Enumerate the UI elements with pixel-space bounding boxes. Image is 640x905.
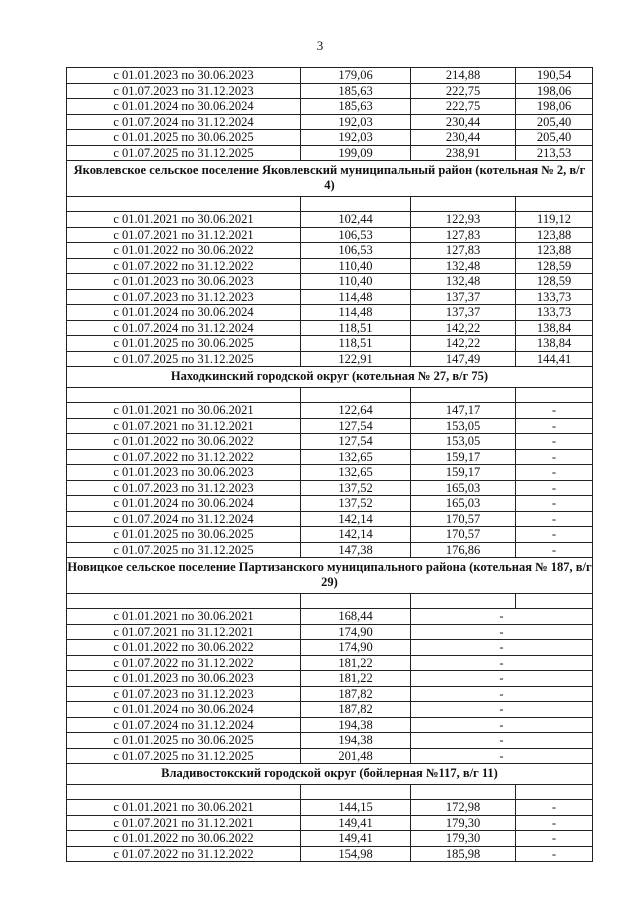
tariff-vat-cell: 172,98 [411,800,516,816]
table-row [67,702,593,718]
section-header-row [67,764,593,785]
tariff-vat-cell: 170,57 [411,511,516,527]
period-cell: с 01.07.2021 по 31.12.2021 [67,624,301,640]
tariff-vat-cell: 238,91 [411,145,516,161]
tariff-pop-cell: - [516,496,593,512]
period-cell: с 01.07.2025 по 31.12.2025 [67,351,301,367]
empty-cell [301,388,411,403]
empty-cell [411,388,516,403]
table-row [67,434,593,450]
tariff-vat-cell: 170,57 [411,527,516,543]
tariff-pop-cell: - [516,403,593,419]
table-row [67,671,593,687]
table-row [67,480,593,496]
empty-cell [67,388,301,403]
tariff-value-cell: 122,91 [301,351,411,367]
tariff-value-cell: 185,63 [301,83,411,99]
tariff-pop-cell: 190,54 [516,68,593,84]
table-row [67,243,593,259]
table-row [67,258,593,274]
table-row [67,212,593,228]
table-row [67,800,593,816]
period-cell: с 01.01.2022 по 30.06.2022 [67,434,301,450]
tariff-pop-cell: - [516,511,593,527]
tariff-merged-cell: - [411,624,593,640]
tariff-pop-cell: - [516,527,593,543]
table-row [67,145,593,161]
empty-row [67,197,593,212]
period-cell: с 01.07.2024 по 31.12.2024 [67,511,301,527]
table-row [67,655,593,671]
table-row [67,496,593,512]
table-row [67,351,593,367]
period-cell: с 01.07.2024 по 31.12.2024 [67,320,301,336]
tariff-value-cell: 194,38 [301,733,411,749]
tariff-vat-cell: 142,22 [411,320,516,336]
tariff-value-cell: 199,09 [301,145,411,161]
tariff-value-cell: 168,44 [301,609,411,625]
table-row [67,686,593,702]
tariff-vat-cell: 179,30 [411,815,516,831]
table-row [67,289,593,305]
table-row [67,542,593,558]
tariff-vat-cell: 179,30 [411,831,516,847]
period-cell: с 01.07.2023 по 31.12.2023 [67,83,301,99]
period-cell: с 01.01.2023 по 30.06.2023 [67,68,301,84]
empty-cell [516,197,593,212]
tariff-pop-cell: 205,40 [516,114,593,130]
tariff-pop-cell: 198,06 [516,83,593,99]
tariff-vat-cell: 137,37 [411,289,516,305]
tariff-value-cell: 118,51 [301,336,411,352]
tariff-table-body [67,68,593,862]
empty-cell [301,197,411,212]
period-cell: с 01.01.2022 по 30.06.2022 [67,831,301,847]
tariff-value-cell: 106,53 [301,227,411,243]
period-cell: с 01.07.2022 по 31.12.2022 [67,846,301,862]
section-title: Находкинский городской округ (котельная № 27, в/г 75) [67,367,593,388]
tariff-merged-cell: - [411,748,593,764]
period-cell: с 01.07.2023 по 31.12.2023 [67,686,301,702]
period-cell: с 01.01.2024 по 30.06.2024 [67,99,301,115]
tariff-vat-cell: 185,98 [411,846,516,862]
tariff-pop-cell: 133,73 [516,289,593,305]
tariff-vat-cell: 230,44 [411,114,516,130]
table-row [67,511,593,527]
period-cell: с 01.01.2023 по 30.06.2023 [67,671,301,687]
tariff-vat-cell: 153,05 [411,434,516,450]
period-cell: с 01.01.2021 по 30.06.2021 [67,212,301,228]
empty-cell [67,197,301,212]
tariff-value-cell: 127,54 [301,418,411,434]
section-title: Яковлевское сельское поселение Яковлевский муниципальный район (котельная № 2, в/г 4) [67,161,593,197]
empty-cell [67,594,301,609]
tariff-vat-cell: 176,86 [411,542,516,558]
period-cell: с 01.07.2022 по 31.12.2022 [67,258,301,274]
period-cell: с 01.07.2023 по 31.12.2023 [67,480,301,496]
tariff-value-cell: 106,53 [301,243,411,259]
period-cell: с 01.01.2023 по 30.06.2023 [67,465,301,481]
tariff-vat-cell: 230,44 [411,130,516,146]
tariff-merged-cell: - [411,686,593,702]
period-cell: с 01.07.2025 по 31.12.2025 [67,748,301,764]
tariff-pop-cell: 119,12 [516,212,593,228]
table-row [67,846,593,862]
table-row [67,465,593,481]
period-cell: с 01.01.2025 по 30.06.2025 [67,336,301,352]
tariff-pop-cell: 205,40 [516,130,593,146]
tariff-pop-cell: - [516,449,593,465]
tariff-vat-cell: 159,17 [411,449,516,465]
empty-cell [301,594,411,609]
section-header-row [67,161,593,197]
tariff-value-cell: 147,38 [301,542,411,558]
tariff-vat-cell: 214,88 [411,68,516,84]
tariff-value-cell: 110,40 [301,274,411,290]
tariff-pop-cell: - [516,800,593,816]
section-title: Владивостокский городской округ (бойлерная №117, в/г 11) [67,764,593,785]
tariff-value-cell: 102,44 [301,212,411,228]
tariff-value-cell: 142,14 [301,527,411,543]
tariff-value-cell: 154,98 [301,846,411,862]
tariff-pop-cell: 144,41 [516,351,593,367]
tariff-pop-cell: 138,84 [516,336,593,352]
tariff-value-cell: 137,52 [301,480,411,496]
period-cell: с 01.07.2024 по 31.12.2024 [67,717,301,733]
period-cell: с 01.01.2024 по 30.06.2024 [67,702,301,718]
tariff-vat-cell: 222,75 [411,99,516,115]
tariff-vat-cell: 127,83 [411,227,516,243]
tariff-vat-cell: 147,17 [411,403,516,419]
period-cell: с 01.07.2025 по 31.12.2025 [67,542,301,558]
tariff-merged-cell: - [411,640,593,656]
table-row [67,527,593,543]
tariff-value-cell: 137,52 [301,496,411,512]
table-row [67,733,593,749]
table-row [67,99,593,115]
table-row [67,130,593,146]
tariff-value-cell: 149,41 [301,815,411,831]
tariff-value-cell: 181,22 [301,655,411,671]
table-row [67,305,593,321]
tariff-vat-cell: 159,17 [411,465,516,481]
tariff-value-cell: 127,54 [301,434,411,450]
tariff-pop-cell: - [516,434,593,450]
tariff-vat-cell: 132,48 [411,258,516,274]
table-row [67,748,593,764]
period-cell: с 01.07.2021 по 31.12.2021 [67,418,301,434]
empty-cell [411,785,516,800]
tariff-value-cell: 142,14 [301,511,411,527]
empty-cell [516,785,593,800]
tariff-value-cell: 110,40 [301,258,411,274]
period-cell: с 01.01.2022 по 30.06.2022 [67,640,301,656]
page-number: 3 [316,38,324,53]
period-cell: с 01.01.2021 по 30.06.2021 [67,403,301,419]
table-row [67,274,593,290]
period-cell: с 01.07.2022 по 31.12.2022 [67,655,301,671]
tariff-pop-cell: 198,06 [516,99,593,115]
period-cell: с 01.07.2022 по 31.12.2022 [67,449,301,465]
tariff-value-cell: 118,51 [301,320,411,336]
tariff-vat-cell: 147,49 [411,351,516,367]
tariff-value-cell: 192,03 [301,130,411,146]
tariff-pop-cell: - [516,480,593,496]
tariff-value-cell: 132,65 [301,465,411,481]
table-row [67,624,593,640]
tariff-vat-cell: 137,37 [411,305,516,321]
empty-row [67,785,593,800]
tariff-value-cell: 114,48 [301,289,411,305]
tariff-pop-cell: 133,73 [516,305,593,321]
period-cell: с 01.01.2024 по 30.06.2024 [67,305,301,321]
period-cell: с 01.01.2022 по 30.06.2022 [67,243,301,259]
table-row [67,68,593,84]
empty-cell [67,785,301,800]
tariff-value-cell: 181,22 [301,671,411,687]
tariff-pop-cell: - [516,846,593,862]
tariff-value-cell: 132,65 [301,449,411,465]
tariff-vat-cell: 142,22 [411,336,516,352]
tariff-vat-cell: 132,48 [411,274,516,290]
tariff-vat-cell: 222,75 [411,83,516,99]
period-cell: с 01.01.2023 по 30.06.2023 [67,274,301,290]
table-row [67,403,593,419]
tariff-merged-cell: - [411,717,593,733]
tariff-merged-cell: - [411,671,593,687]
tariff-value-cell: 149,41 [301,831,411,847]
tariff-value-cell: 187,82 [301,686,411,702]
table-row [67,640,593,656]
table-row [67,114,593,130]
tariff-merged-cell: - [411,702,593,718]
tariff-value-cell: 194,38 [301,717,411,733]
table-row [67,449,593,465]
tariff-vat-cell: 165,03 [411,480,516,496]
tariff-vat-cell: 165,03 [411,496,516,512]
section-header-row [67,558,593,594]
tariff-value-cell: 114,48 [301,305,411,321]
section-title: Новицкое сельское поселение Партизанского муниципального района (котельная № 187, в/г 29) [67,558,593,594]
period-cell: с 01.07.2024 по 31.12.2024 [67,114,301,130]
tariff-table [66,67,593,862]
tariff-pop-cell: 123,88 [516,243,593,259]
empty-cell [516,594,593,609]
tariff-pop-cell: 128,59 [516,274,593,290]
tariff-value-cell: 185,63 [301,99,411,115]
tariff-pop-cell: 213,53 [516,145,593,161]
tariff-value-cell: 174,90 [301,624,411,640]
empty-row [67,594,593,609]
tariff-pop-cell: - [516,815,593,831]
table-row [67,815,593,831]
period-cell: с 01.01.2024 по 30.06.2024 [67,496,301,512]
tariff-value-cell: 144,15 [301,800,411,816]
period-cell: с 01.01.2021 по 30.06.2021 [67,609,301,625]
table-row [67,320,593,336]
tariff-merged-cell: - [411,733,593,749]
period-cell: с 01.07.2023 по 31.12.2023 [67,289,301,305]
table-row [67,227,593,243]
tariff-value-cell: 187,82 [301,702,411,718]
tariff-pop-cell: 138,84 [516,320,593,336]
period-cell: с 01.07.2021 по 31.12.2021 [67,815,301,831]
section-header-row [67,367,593,388]
tariff-pop-cell: - [516,542,593,558]
empty-row [67,388,593,403]
empty-cell [516,388,593,403]
period-cell: с 01.01.2025 по 30.06.2025 [67,130,301,146]
period-cell: с 01.07.2025 по 31.12.2025 [67,145,301,161]
empty-cell [411,197,516,212]
empty-cell [411,594,516,609]
period-cell: с 01.01.2025 по 30.06.2025 [67,527,301,543]
table-row [67,609,593,625]
tariff-vat-cell: 122,93 [411,212,516,228]
tariff-merged-cell: - [411,655,593,671]
table-row [67,83,593,99]
empty-cell [301,785,411,800]
tariff-value-cell: 192,03 [301,114,411,130]
table-row [67,336,593,352]
tariff-pop-cell: - [516,465,593,481]
tariff-value-cell: 179,06 [301,68,411,84]
tariff-pop-cell: 128,59 [516,258,593,274]
tariff-value-cell: 201,48 [301,748,411,764]
tariff-pop-cell: - [516,831,593,847]
tariff-value-cell: 122,64 [301,403,411,419]
tariff-vat-cell: 127,83 [411,243,516,259]
period-cell: с 01.01.2021 по 30.06.2021 [67,800,301,816]
table-row [67,831,593,847]
table-row [67,418,593,434]
tariff-merged-cell: - [411,609,593,625]
period-cell: с 01.01.2025 по 30.06.2025 [67,733,301,749]
tariff-vat-cell: 153,05 [411,418,516,434]
tariff-pop-cell: 123,88 [516,227,593,243]
table-row [67,717,593,733]
tariff-pop-cell: - [516,418,593,434]
period-cell: с 01.07.2021 по 31.12.2021 [67,227,301,243]
tariff-value-cell: 174,90 [301,640,411,656]
